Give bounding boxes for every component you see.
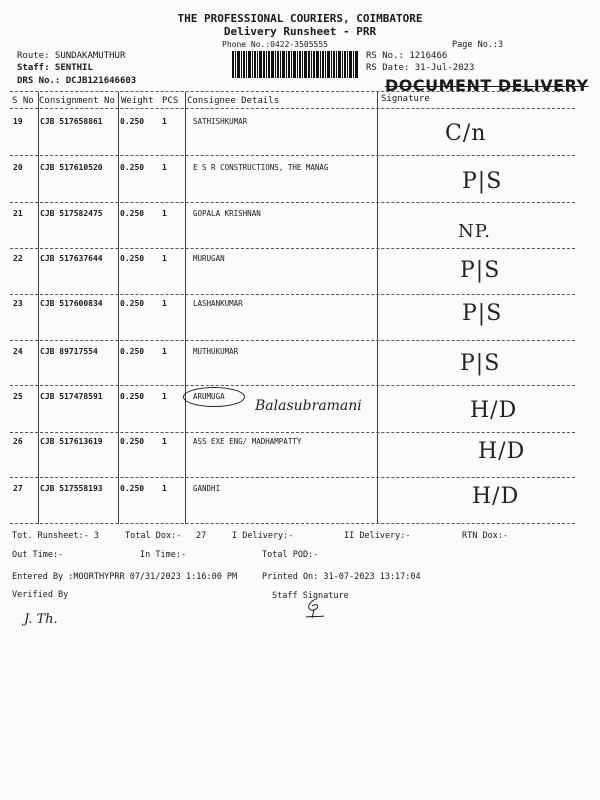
- table-row: [0, 117, 600, 164]
- row-consignee: E S R CONSTRUCTIONS, THE MANAG: [193, 163, 329, 172]
- row-pcs: 1: [162, 299, 167, 308]
- row-sno: 27: [13, 484, 23, 493]
- row-sno: 24: [13, 347, 23, 356]
- row-sno: 26: [13, 437, 23, 446]
- row-signature-mark: C/n: [445, 121, 487, 146]
- printed-on: Printed On: 31-07-2023 13:17:04: [262, 572, 421, 582]
- row-consignment: CJB 517658861: [40, 117, 103, 126]
- table-header-rule: [10, 108, 575, 109]
- row-divider: [10, 432, 575, 433]
- row-consignment: CJB 517478591: [40, 392, 103, 401]
- row-weight: 0.250: [120, 392, 145, 401]
- row-sno: 19: [13, 117, 23, 126]
- staff-signature-label: Staff Signature: [272, 591, 349, 601]
- staff-label: Staff: SENTHIL: [17, 63, 93, 73]
- row-consignment: CJB 517558193: [40, 484, 103, 493]
- row-divider: [10, 155, 575, 156]
- in-time-label: In Time:-: [140, 550, 187, 560]
- row-consignment: CJB 517613619: [40, 437, 103, 446]
- row-signature-mark: H/D: [470, 398, 518, 423]
- row-signature-mark: P|S: [462, 169, 503, 194]
- row-divider: [10, 248, 575, 249]
- row-consignment: CJB 517600834: [40, 299, 103, 308]
- row-pcs: 1: [162, 163, 167, 172]
- row-pcs: 1: [162, 392, 167, 401]
- row-consignment: CJB 517637644: [40, 254, 103, 263]
- i-delivery-label: I Delivery:-: [232, 531, 294, 541]
- drs-number: DRS No.: DCJB121646603: [17, 76, 137, 86]
- row-pcs: 1: [162, 347, 167, 356]
- row-sno: 25: [13, 392, 23, 401]
- col-header-consignee: Consignee Details: [187, 96, 280, 106]
- out-time-label: Out Time:-: [12, 550, 64, 560]
- row-consignee: MURUGAN: [193, 254, 225, 263]
- row-weight: 0.250: [120, 209, 145, 218]
- row-sno: 21: [13, 209, 23, 218]
- consignee-circle-mark: [183, 387, 245, 407]
- row-divider: [10, 340, 575, 341]
- row-weight: 0.250: [120, 484, 145, 493]
- row-pcs: 1: [162, 254, 167, 263]
- barcode-image: [232, 51, 358, 78]
- page-number: Page No.:3: [452, 40, 504, 50]
- route-label: Route: SUNDAKAMUTHUR: [17, 51, 126, 61]
- row-signature-mark: P|S: [460, 258, 501, 283]
- row-consignee: MUTHUKUMAR: [193, 347, 239, 356]
- total-runsheet: Tot. Runsheet:- 3: [12, 531, 99, 541]
- table-row: [0, 347, 600, 394]
- runsheet-title: Delivery Runsheet - PRR: [223, 25, 377, 38]
- row-sno: 20: [13, 163, 23, 172]
- table-bottom-rule: [10, 523, 575, 524]
- row-pcs: 1: [162, 209, 167, 218]
- rs-date: RS Date: 31-Jul-2023: [366, 63, 475, 73]
- row-divider: [10, 202, 575, 203]
- col-header-consignment: Consignment No: [39, 96, 115, 106]
- row-consignee: GANDHI: [193, 484, 221, 493]
- row-signature-mark: NP.: [458, 221, 491, 242]
- verifier-initials: J. Th.: [24, 612, 58, 627]
- total-pod-label: Total POD:-: [262, 550, 319, 560]
- staff-signature-scribble: [300, 598, 330, 620]
- row-consignment: CJB 517610520: [40, 163, 103, 172]
- row-consignee: GOPALA KRISHNAN: [193, 209, 261, 218]
- company-title: THE PROFESSIONAL COURIERS, COIMBATORE: [177, 12, 423, 25]
- row-pcs: 1: [162, 117, 167, 126]
- row-consignee: ARUMUGA: [193, 392, 225, 401]
- row-pcs: 1: [162, 484, 167, 493]
- row-divider: [10, 385, 575, 386]
- rtn-dox-label: RTN Dox:-: [462, 531, 509, 541]
- total-dox-value: 27: [196, 531, 207, 541]
- row-signature-mark: P|S: [462, 301, 503, 326]
- row-consignee: ASS EXE ENG/ MADHAMPATTY: [193, 437, 302, 446]
- entered-by: Entered By :MOORTHYPRR 07/31/2023 1:16:00 PM: [12, 572, 238, 582]
- row-weight: 0.250: [120, 299, 145, 308]
- row-pcs: 1: [162, 437, 167, 446]
- row-weight: 0.250: [120, 254, 145, 263]
- ii-delivery-label: II Delivery:-: [344, 531, 411, 541]
- row-consignee: SATHISHKUMAR: [193, 117, 248, 126]
- total-dox-label: Total Dox:-: [125, 531, 182, 541]
- row-weight: 0.250: [120, 117, 145, 126]
- document-delivery-stamp: DOCUMENT DELIVERY: [385, 76, 589, 95]
- row-signature-mark: P|S: [460, 351, 501, 376]
- phone-number: Phone No.:0422-3505555: [222, 40, 328, 49]
- col-header-sno: S No: [12, 96, 34, 106]
- row-sno: 22: [13, 254, 23, 263]
- verified-by-label: Verified By: [12, 590, 69, 600]
- table-top-rule: [10, 91, 575, 92]
- row-weight: 0.250: [120, 163, 145, 172]
- col-header-pcs: PCS: [162, 96, 179, 106]
- row-sno: 23: [13, 299, 23, 308]
- row-divider: [10, 294, 575, 295]
- row-divider: [10, 477, 575, 478]
- rs-number: RS No.: 1216466: [366, 51, 448, 61]
- handwritten-receiver-name: Balasubramani: [255, 398, 362, 414]
- col-header-signature: Signature: [381, 94, 430, 104]
- row-consignment: CJB 517582475: [40, 209, 103, 218]
- row-consignee: LASHANKUMAR: [193, 299, 243, 308]
- table-row: [0, 299, 600, 346]
- row-consignment: CJB 89717554: [40, 347, 98, 356]
- col-header-weight: Weight: [121, 96, 154, 106]
- row-weight: 0.250: [120, 347, 145, 356]
- row-signature-mark: H/D: [478, 439, 526, 464]
- row-signature-mark: H/D: [472, 484, 520, 509]
- row-weight: 0.250: [120, 437, 145, 446]
